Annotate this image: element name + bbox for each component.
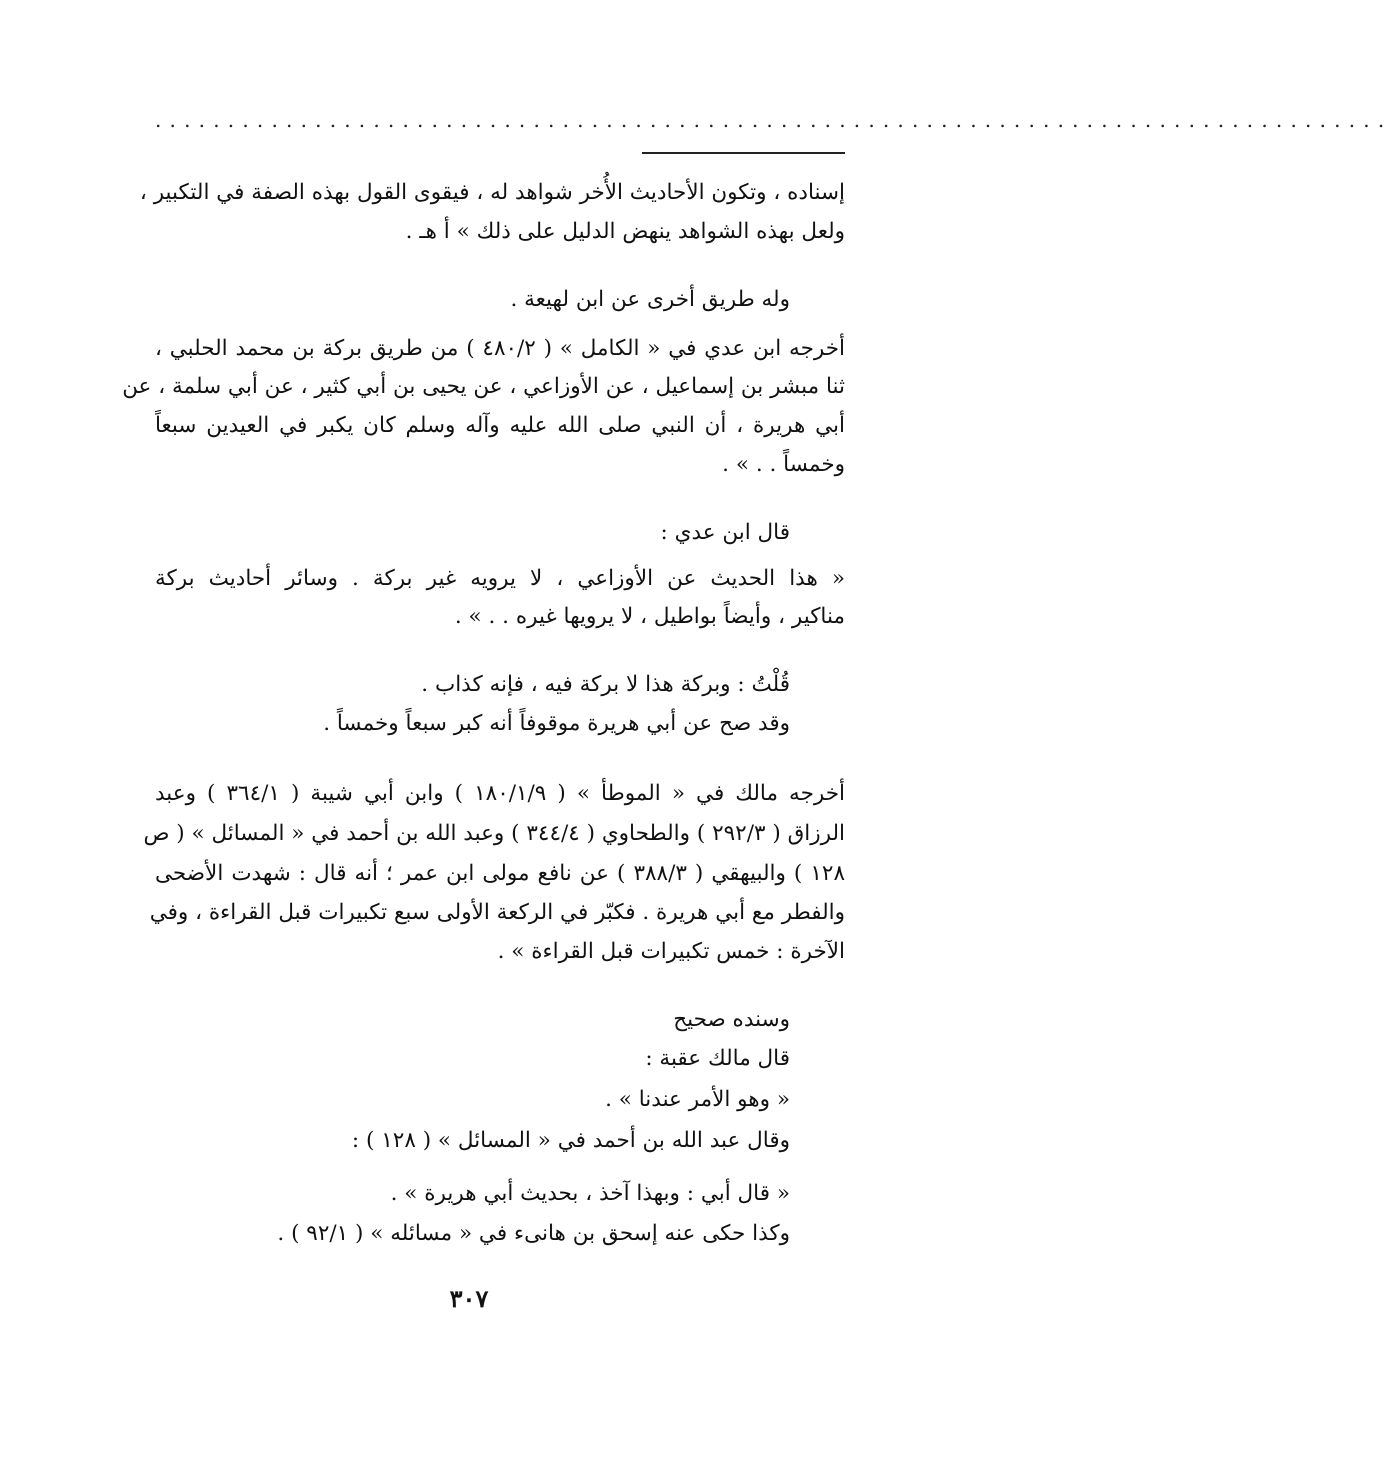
paragraph-line: قال مالك عقبة : xyxy=(645,1046,790,1071)
paragraph-line: مناكير ، وأيضاً بواطيل ، لا يرويها غيره . . » . xyxy=(454,604,845,629)
paragraph-line: وسنده صحيح xyxy=(673,1007,790,1032)
footnote-rule xyxy=(642,152,845,154)
footnote-line-1: إسناده ، وتكون الأحاديث الأُخر شواهد له ، فيقوى القول بهذه الصفة في التكبير ، xyxy=(139,180,845,205)
paragraph-line: أخرجه ابن عدي في « الكامل » ( ٤٨٠/٢ ) من طريق بركة بن محمد الحلبي ، xyxy=(155,336,845,361)
paragraph-line: ١٢٨ ) والبيهقي ( ٣٨٨/٣ ) عن نافع مولى ابن عمر ؛ أنه قال : شهدت الأضحى xyxy=(155,861,845,886)
paragraph-line: « هذا الحديث عن الأوزاعي ، لا يرويه غير بركة . وسائر أحاديث بركة xyxy=(155,566,845,591)
paragraph-line: قال ابن عدي : xyxy=(660,520,790,545)
footnote-line-2: ولعل بهذه الشواهد ينهض الدليل على ذلك » أ هـ . xyxy=(405,219,845,244)
paragraph-line: والفطر مع أبي هريرة . فكبّر في الركعة الأولى سبع تكبيرات قبل القراءة ، وفي xyxy=(149,900,845,925)
paragraph-line: وقد صح عن أبي هريرة موقوفاً أنه كبر سبعاً وخمساً . xyxy=(323,711,790,736)
paragraph-line: وخمساً . . » . xyxy=(722,452,845,477)
paragraph-line: وقال عبد الله بن أحمد في « المسائل » ( ١٢٨ ) : xyxy=(351,1128,790,1153)
paragraph-line: قُلْتُ : وبركة هذا لا بركة فيه ، فإنه كذاب . xyxy=(421,672,790,697)
paragraph-line: أبي هريرة ، أن النبي صلى الله عليه وآله وسلم كان يكبر في العيدين سبعاً xyxy=(155,413,845,438)
paragraph-line: الرزاق ( ٢٩٢/٣ ) والطحاوي ( ٣٤٤/٤ ) وعبد الله بن أحمد في « المسائل » ( ص xyxy=(143,821,845,846)
paragraph-line: وله طريق أخرى عن ابن لهيعة . xyxy=(510,287,790,312)
paragraph-line: وكذا حكى عنه إسحق بن هانىء في « مسائله » ( ٩٢/١ ) . xyxy=(277,1221,790,1246)
paragraph-line: « قال أبي : وبهذا آخذ ، بحديث أبي هريرة » . xyxy=(390,1181,790,1206)
page-number: ٣٠٧ xyxy=(449,1284,489,1313)
dotted-separator: ..................................................................................... xyxy=(155,108,1392,132)
paragraph-line: « وهو الأمر عندنا » . xyxy=(605,1087,790,1112)
paragraph-line: ثنا مبشر بن إسماعيل ، عن الأوزاعي ، عن يحيى بن أبي كثير ، عن أبي سلمة ، عن xyxy=(122,374,845,399)
paragraph-line: الآخرة : خمس تكبيرات قبل القراءة » . xyxy=(497,939,845,964)
paragraph-line: أخرجه مالك في « الموطأ » ( ١٨٠/١/٩ ) وابن أبي شيبة ( ٣٦٤/١ ) وعبد xyxy=(155,781,845,806)
